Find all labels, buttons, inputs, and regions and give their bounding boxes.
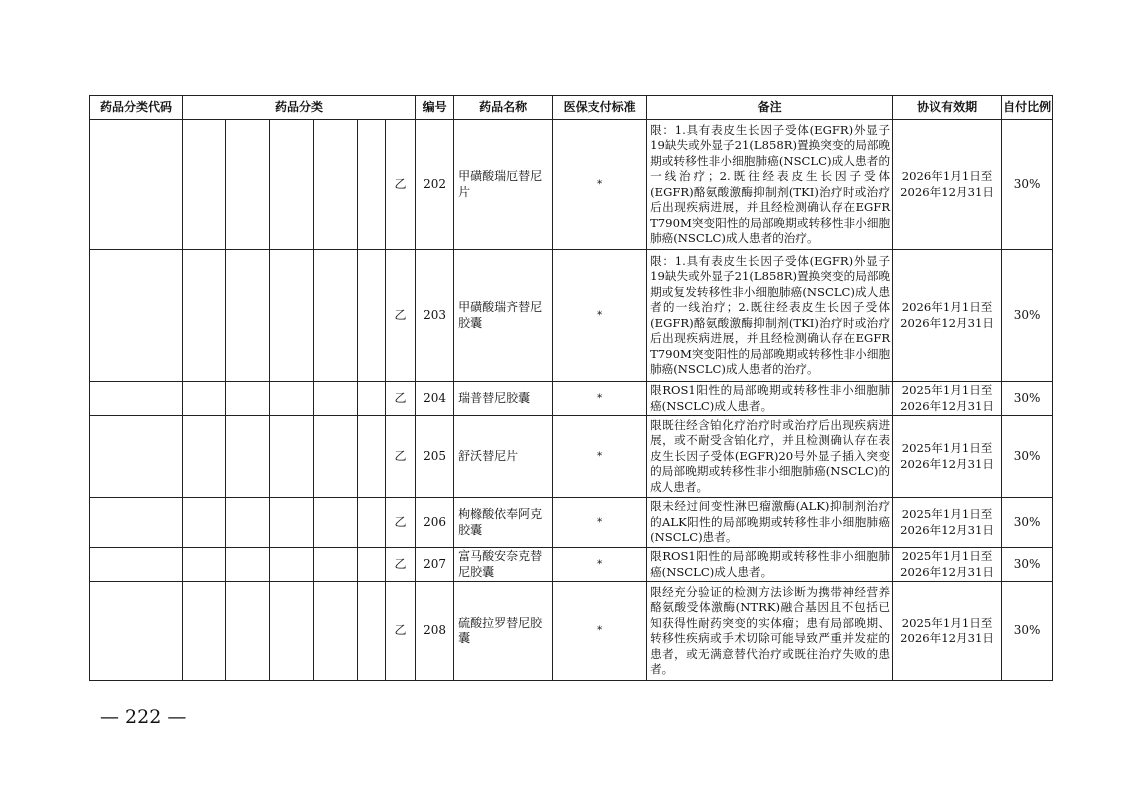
- category-level-cell: [314, 382, 358, 416]
- category-level-cell: [183, 582, 226, 681]
- agreement-period-cell: [893, 120, 1002, 250]
- remark-cell: 限：1.具有表皮生长因子受体(EGFR)外显子19缺失或外显子21(L858R)置换突变的局部晚期或转移性非小细胞肺癌(NSCLC)成人患者的一线治疗；2.既往经表皮生长因子受体(EGFR)酪氨酸激酶抑制剂(TKI)治疗时或治疗后出现疾病进展，并且经检测确认存在EGFR T790M突变阳性的局部晚期或转移性非小细胞肺癌(NSCLC)成人患者的治疗。: [647, 120, 893, 250]
- category-level-cell: [358, 250, 386, 382]
- category-level-cell: [226, 498, 270, 548]
- payment-standard-cell: *: [553, 498, 647, 548]
- remark-cell: 限经充分验证的检测方法诊断为携带神经营养酪氨酸受体激酶(NTRK)融合基因且不包括已知获得性耐药突变的实体瘤；患有局部晚期、转移性疾病或手术切除可能导致严重并发症的患者，或无满意替代治疗或既往治疗失败的患者。: [647, 582, 893, 681]
- table-row: [90, 416, 1053, 498]
- category-level-cell: [183, 548, 226, 582]
- period-end: 2026年12月31日: [900, 631, 994, 645]
- table-row: [90, 120, 1053, 250]
- category-level-cell: [358, 498, 386, 548]
- category-level-cell: [270, 382, 314, 416]
- drug-number-cell: 207: [416, 548, 454, 582]
- period-start: 2025年1月1日至: [901, 549, 993, 563]
- category-code-cell: [90, 548, 183, 582]
- payment-standard-cell: *: [553, 120, 647, 250]
- category-level-cell: [314, 250, 358, 382]
- category-level-cell: [183, 120, 226, 250]
- remark-cell: 限未经过间变性淋巴瘤激酶(ALK)抑制剂治疗的ALK阳性的局部晚期或转移性非小细胞肺癌(NSCLC)患者。: [647, 498, 893, 548]
- header-payment-standard: 医保支付标准: [553, 96, 647, 120]
- drug-name-cell: 瑞普替尼胶囊: [454, 382, 553, 416]
- category-level-cell: [314, 120, 358, 250]
- category-code-cell: [90, 498, 183, 548]
- header-drug-name: 药品名称: [454, 96, 553, 120]
- category-level-cell: [226, 548, 270, 582]
- remark-cell: 限既往经含铂化疗治疗时或治疗后出现疾病进展，或不耐受含铂化疗，并且检测确认存在表皮生长因子受体(EGFR)20号外显子插入突变的局部晚期或转移性非小细胞肺癌(NSCLC)的成人患者。: [647, 416, 893, 498]
- self-pay-ratio-cell: 30%: [1002, 382, 1053, 416]
- period-end: 2026年12月31日: [900, 456, 994, 471]
- agreement-period-cell: [893, 250, 1002, 382]
- drug-class-cell: 乙: [386, 416, 416, 498]
- table-row: [90, 498, 1053, 548]
- drug-number-cell: 203: [416, 250, 454, 382]
- self-pay-ratio-cell: 30%: [1002, 250, 1053, 382]
- table-header-row: [90, 96, 1053, 120]
- category-level-cell: [314, 548, 358, 582]
- period-start: 2026年1月1日至: [901, 300, 993, 314]
- period-end: 2026年12月31日: [900, 522, 994, 537]
- self-pay-ratio-cell: 30%: [1002, 120, 1053, 250]
- payment-standard-cell: *: [553, 582, 647, 681]
- period-start: 2025年1月1日至: [901, 615, 993, 630]
- payment-standard-cell: *: [553, 382, 647, 416]
- category-code-cell: [90, 382, 183, 416]
- period-start: 2025年1月1日至: [901, 507, 993, 521]
- self-pay-ratio-cell: 30%: [1002, 416, 1053, 498]
- period-end: 2026年12月31日: [900, 184, 994, 199]
- category-level-cell: [358, 416, 386, 498]
- header-agreement-period: 协议有效期: [893, 96, 1002, 120]
- category-code-cell: [90, 416, 183, 498]
- category-level-cell: [358, 548, 386, 582]
- remark-cell: 限ROS1阳性的局部晚期或转移性非小细胞肺癌(NSCLC)成人患者。: [647, 548, 893, 582]
- self-pay-ratio-cell: 30%: [1002, 548, 1053, 582]
- header-remarks: 备注: [647, 96, 893, 120]
- drug-name-cell: 枸橼酸依奉阿克胶囊: [454, 498, 553, 548]
- drug-class-cell: 乙: [386, 250, 416, 382]
- category-level-cell: [314, 582, 358, 681]
- drug-number-cell: 206: [416, 498, 454, 548]
- self-pay-ratio-cell: 30%: [1002, 582, 1053, 681]
- drug-name-cell: 甲磺酸瑞齐替尼胶囊: [454, 250, 553, 382]
- period-end: 2026年12月31日: [900, 564, 994, 579]
- drug-class-cell: 乙: [386, 582, 416, 681]
- category-level-cell: [270, 498, 314, 548]
- category-level-cell: [314, 498, 358, 548]
- category-code-cell: [90, 250, 183, 382]
- drug-number-cell: 202: [416, 120, 454, 250]
- category-level-cell: [270, 582, 314, 681]
- table-row: [90, 548, 1053, 582]
- drug-number-cell: 205: [416, 416, 454, 498]
- category-code-cell: [90, 120, 183, 250]
- remark-cell: 限：1.具有表皮生长因子受体(EGFR)外显子19缺失或外显子21(L858R)置换突变的局部晚期或复发转移性非小细胞肺癌(NSCLC)成人患者的一线治疗；2.既往经表皮生长因子受体(EGFR)酪氨酸激酶抑制剂(TKI)治疗时或治疗后出现疾病进展，并且经检测确认存在EGFR T790M突变阳性的局部晚期或转移性非小细胞肺癌(NSCLC)成人患者的治疗。: [647, 250, 893, 382]
- category-level-cell: [358, 382, 386, 416]
- drug-name-cell: 舒沃替尼片: [454, 416, 553, 498]
- agreement-period-cell: [893, 582, 1002, 681]
- remark-cell: 限ROS1阳性的局部晚期或转移性非小细胞肺癌(NSCLC)成人患者。: [647, 382, 893, 416]
- category-level-cell: [226, 416, 270, 498]
- category-level-cell: [314, 416, 358, 498]
- category-level-cell: [226, 120, 270, 250]
- category-code-cell: [90, 582, 183, 681]
- drug-catalog-table: [89, 95, 1053, 681]
- drug-number-cell: 208: [416, 582, 454, 681]
- agreement-period-cell: [893, 416, 1002, 498]
- category-level-cell: [226, 382, 270, 416]
- agreement-period-cell: [893, 382, 1002, 416]
- drug-class-cell: 乙: [386, 382, 416, 416]
- drug-number-cell: 204: [416, 382, 454, 416]
- period-start: 2026年1月1日至: [901, 169, 993, 183]
- drug-name-cell: 甲磺酸瑞厄替尼片: [454, 120, 553, 250]
- agreement-period-cell: [893, 498, 1002, 548]
- payment-standard-cell: *: [553, 416, 647, 498]
- header-category: 药品分类: [183, 96, 416, 120]
- drug-name-cell: 富马酸安奈克替尼胶囊: [454, 548, 553, 582]
- category-level-cell: [183, 250, 226, 382]
- category-level-cell: [358, 582, 386, 681]
- category-level-cell: [183, 416, 226, 498]
- header-category-code: 药品分类代码: [90, 96, 183, 120]
- drug-class-cell: 乙: [386, 498, 416, 548]
- drug-name-cell: 硫酸拉罗替尼胶囊: [454, 582, 553, 681]
- table-row: [90, 250, 1053, 382]
- category-level-cell: [183, 382, 226, 416]
- table-row: [90, 382, 1053, 416]
- self-pay-ratio-cell: 30%: [1002, 498, 1053, 548]
- table-body: [90, 120, 1053, 681]
- agreement-period-cell: [893, 548, 1002, 582]
- payment-standard-cell: *: [553, 548, 647, 582]
- category-level-cell: [358, 120, 386, 250]
- header-self-pay-ratio: 自付比例: [1002, 96, 1053, 120]
- period-end: 2026年12月31日: [900, 315, 994, 330]
- drug-class-cell: 乙: [386, 548, 416, 582]
- category-level-cell: [270, 120, 314, 250]
- category-level-cell: [226, 582, 270, 681]
- category-level-cell: [183, 498, 226, 548]
- category-level-cell: [226, 250, 270, 382]
- category-level-cell: [270, 416, 314, 498]
- period-start: 2025年1月1日至: [901, 383, 993, 397]
- payment-standard-cell: *: [553, 250, 647, 382]
- page-number: — 222 —: [100, 706, 187, 728]
- category-level-cell: [270, 548, 314, 582]
- drug-class-cell: 乙: [386, 120, 416, 250]
- period-start: 2025年1月1日至: [901, 441, 993, 455]
- table-row: [90, 582, 1053, 681]
- header-number: 编号: [416, 96, 454, 120]
- period-end: 2026年12月31日: [900, 398, 994, 413]
- category-level-cell: [270, 250, 314, 382]
